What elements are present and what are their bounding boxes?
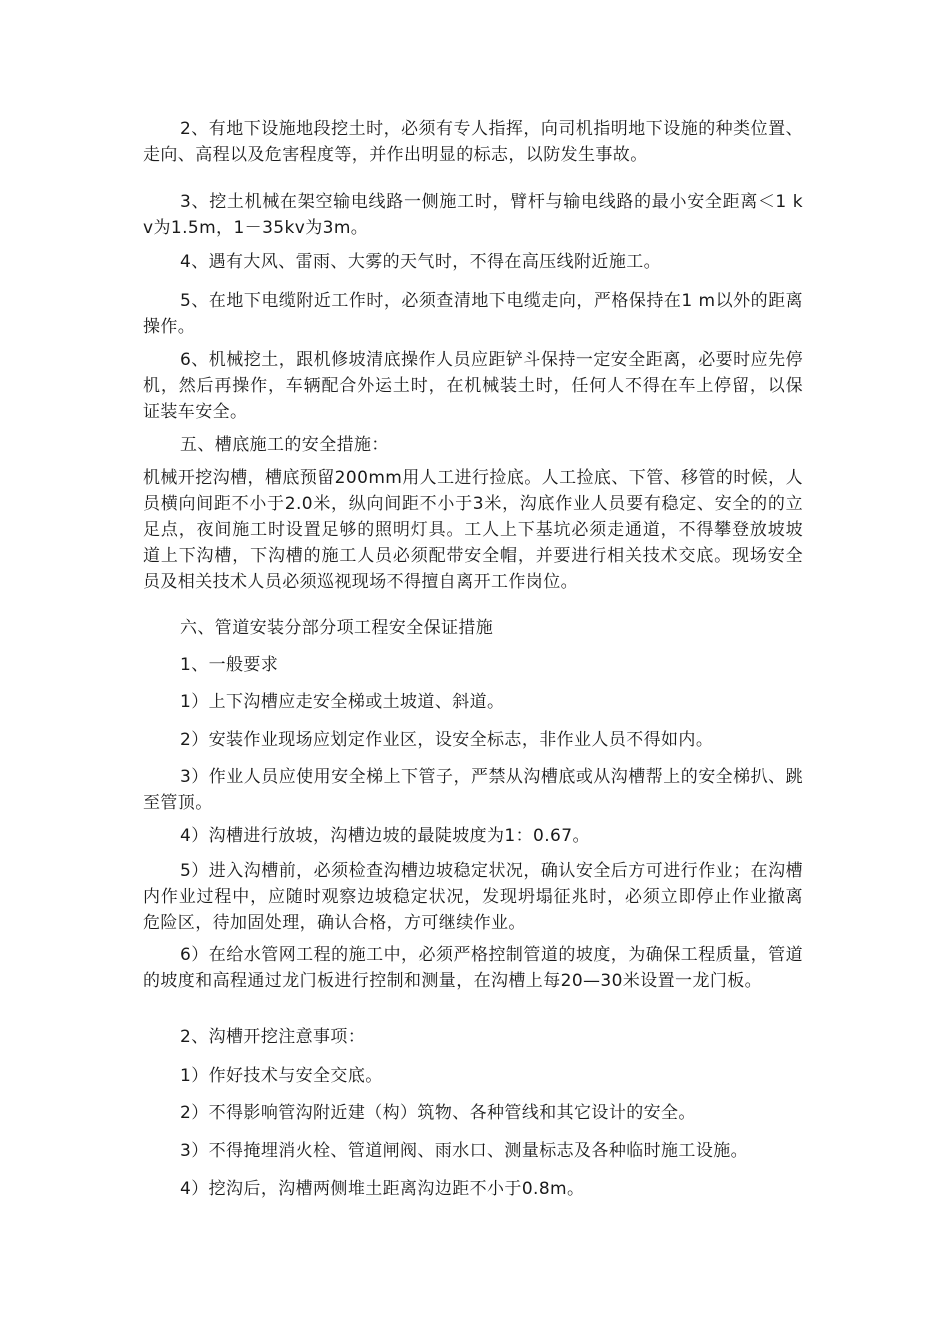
list-item-3: 3）作业人员应使用安全梯上下管子，严禁从沟槽底或从沟槽帮上的安全梯扒、跳至管顶。 [143,767,803,813]
section-heading-5: 五、槽底施工的安全措施： [180,435,389,455]
paragraph-item-3: 3、挖土机械在架空输电线路一侧施工时，臂杆与输电线路的最小安全距离＜1 kv为1.5m，1－35kv为3m。 [143,192,803,238]
list-item-9: 3）不得掩埋消火栓、管道闸阀、雨水口、测量标志及各种临时施工设施。 [180,1141,749,1161]
list-item-4: 4）沟槽进行放坡，沟槽边坡的最陡坡度为1：0.67。 [180,826,590,846]
list-item-1: 1）上下沟槽应走安全梯或土坡道、斜道。 [180,692,505,712]
section-heading-6: 六、管道安装分部分项工程安全保证措施 [180,618,494,638]
list-item-6: 6）在给水管网工程的施工中，必须严格控制管道的坡度，为确保工程质量，管道的坡度和高程通过龙门板进行控制和测量，在沟槽上每20—30米设置一龙门板。 [143,945,803,991]
list-item-2: 2）安装作业现场应划定作业区，设安全标志，非作业人员不得如内。 [180,730,714,750]
paragraph-item-2: 2、有地下设施地段挖土时，必须有专人指挥，向司机指明地下设施的种类位置、走向、高程以及危害程度等，并作出明显的标志，以防发生事故。 [143,119,803,165]
list-item-7: 1）作好技术与安全交底。 [180,1066,383,1086]
list-item-10: 4）挖沟后，沟槽两侧堆土距离沟边距不小于0.8m。 [180,1179,585,1199]
paragraph-item-6: 6、机械挖土，跟机修坡清底操作人员应距铲斗保持一定安全距离，必要时应先停机，然后再操作，车辆配合外运土时，在机械装土时，任何人不得在车上停留，以保证装车安全。 [143,350,803,422]
subsection-heading-1: 1、一般要求 [180,655,279,675]
paragraph-item-4: 4、遇有大风、雷雨、大雾的天气时，不得在高压线附近施工。 [180,252,662,272]
subsection-heading-2: 2、沟槽开挖注意事项： [180,1027,366,1047]
list-item-8: 2）不得影响管沟附近建（构）筑物、各种管线和其它设计的安全。 [180,1103,696,1123]
list-item-5: 5）进入沟槽前，必须检查沟槽边坡稳定状况，确认安全后方可进行作业；在沟槽内作业过程中，应随时观察边坡稳定状况，发现坍塌征兆时，必须立即停止作业撤离危险区，待加固处理，确认合格，方可继续作业。 [143,861,803,933]
paragraph-item-5: 5、在地下电缆附近工作时，必须查清地下电缆走向，严格保持在1 m以外的距离操作。 [143,291,803,337]
paragraph-trench-bottom: 机械开挖沟槽，槽底预留200mm用人工进行捡底。人工捡底、下管、移管的时候，人员横向间距不小于2.0米，纵向间距不小于3米，沟底作业人员要有稳定、安全的的立足点，夜间施工时设置足够的照明灯具。工人上下基坑必须走通道，不得攀登放坡坡道上下沟槽，下沟槽的施工人员必须配带安全帽，并要进行相关技术交底。现场安全员及相关技术人员必须巡视现场不得擅自离开工作岗位。 [143,468,803,592]
